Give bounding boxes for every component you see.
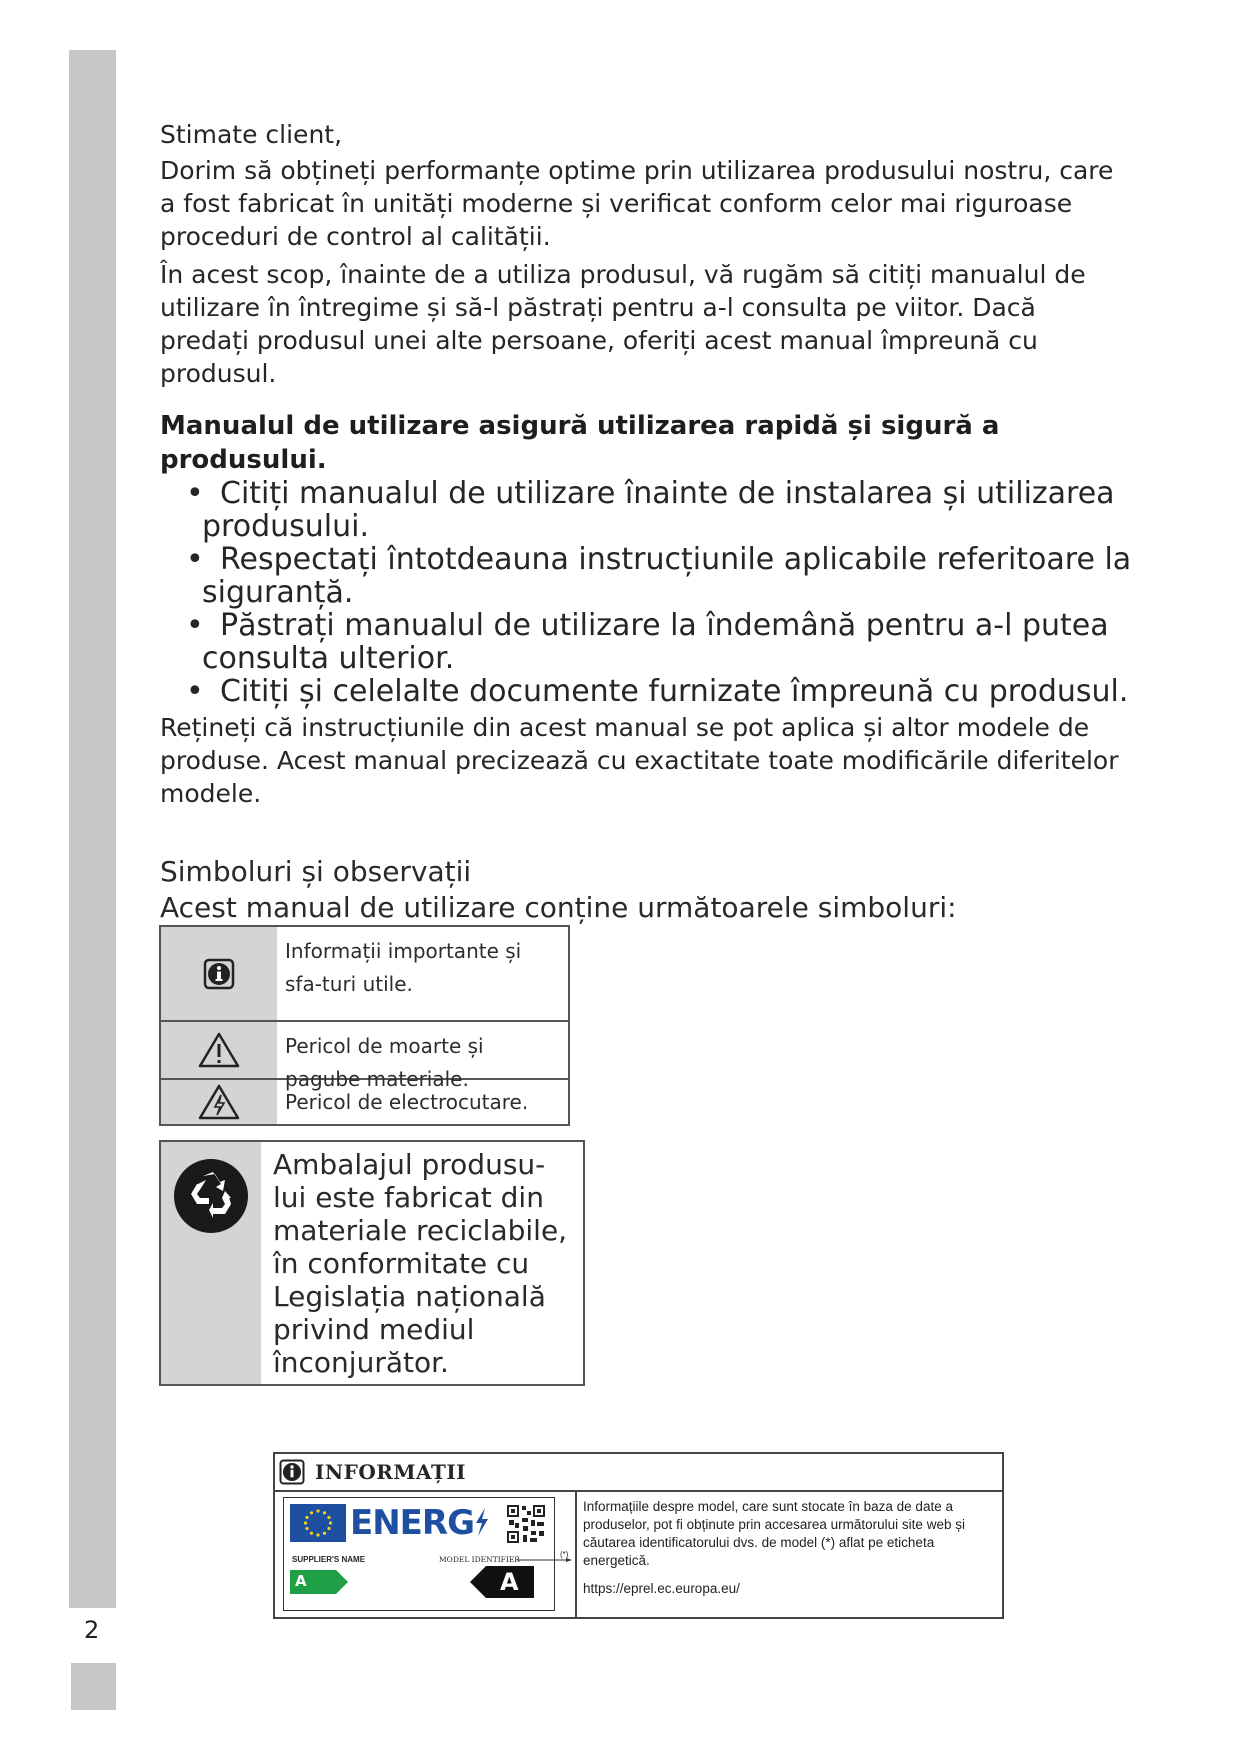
info-icon bbox=[279, 1459, 305, 1485]
greeting: Stimate client, bbox=[160, 120, 343, 149]
notice-title: Manualul de utilizare asigură utilizarea rapidă și sigură a produsului. bbox=[160, 411, 1000, 475]
symbols-lead: Acest manual de utilizare conține următoarele simboluri: bbox=[160, 891, 957, 924]
energy-label bbox=[283, 1497, 555, 1611]
notice-bullet-list bbox=[160, 477, 1140, 708]
energy-class-current-arrow: A bbox=[470, 1566, 534, 1598]
energy-class-scale-arrow: A bbox=[290, 1570, 350, 1594]
eu-flag-icon bbox=[290, 1504, 346, 1542]
notice-note: Rețineți că instrucțiunile din acest manual se pot aplica și altor modele de produse. Acest manual precizează cu exactitate toate modificările diferitelor modele. bbox=[160, 713, 1119, 808]
intro-paragraph-1: Dorim să obțineți performanțe optime prin utilizarea produsului nostru, care a fost fabricat în unități moderne și verificat conform celor mai riguroase proceduri de control al calității. bbox=[160, 156, 1114, 251]
page-number: 2 bbox=[84, 1616, 100, 1644]
table-row bbox=[161, 1022, 568, 1091]
symbols-table bbox=[159, 925, 570, 1126]
recycle-icon bbox=[161, 1142, 261, 1384]
notice-section bbox=[160, 409, 1140, 810]
intro-section bbox=[160, 118, 1130, 390]
table-row bbox=[161, 927, 568, 1022]
information-box bbox=[273, 1452, 1004, 1619]
information-header bbox=[275, 1454, 1002, 1492]
symbol-description: Pericol de electrocutare. bbox=[285, 1090, 529, 1114]
eprel-link[interactable]: https://eprel.ec.europa.eu/ bbox=[583, 1581, 740, 1596]
symbol-description: Pericol de moarte și pagube materiale. bbox=[285, 1034, 484, 1091]
list-item: • Citiți și celelalte documente furnizate împreună cu produsul. bbox=[160, 675, 1140, 708]
model-identifier-label: MODEL IDENTIFIER bbox=[439, 1555, 520, 1564]
electric-shock-icon bbox=[161, 1080, 277, 1124]
table-row bbox=[161, 1080, 568, 1124]
symbols-heading: Simboluri și observații bbox=[160, 855, 472, 888]
symbols-section bbox=[160, 854, 1140, 926]
intro-paragraph-2: În acest scop, înainte de a utiliza produsul, vă rugăm să citiți manualul de utilizare în întregime și să-l păstrați pentru a-l consulta pe viitor. Dacă predați produsul unei alte persoane, oferiți acest manual împreună cu produsul. bbox=[160, 260, 1086, 388]
information-text: Informațiile despre model, care sunt stocate în baza de date a produselor, pot fi obținute prin accesarea următorului site web și căutarea identificatorului dvs. de model (*) aflat pe eticheta energetică. bbox=[583, 1499, 965, 1568]
recycle-notice bbox=[159, 1140, 585, 1386]
recycle-text: Ambalajul produsu-lui este fabricat din materiale reciclabile, în conformitate cu Legislația națională privind mediul înconjurător. bbox=[273, 1148, 568, 1379]
side-margin-bar bbox=[69, 50, 116, 1608]
list-item: • Citiți manualul de utilizare înainte de instalarea și utilizarea produsului. bbox=[160, 477, 1140, 543]
information-title: INFORMAȚII bbox=[315, 1460, 467, 1484]
list-item: • Păstrați manualul de utilizare la îndemână pentru a-l putea consulta ulterior. bbox=[160, 609, 1140, 675]
information-text-cell bbox=[577, 1492, 1002, 1617]
symbol-description: Informații importante și sfa-turi utile. bbox=[285, 939, 522, 996]
energy-label-cell bbox=[275, 1492, 577, 1617]
energy-brand-text: ENERG bbox=[350, 1502, 490, 1544]
model-marker: (*) bbox=[560, 1550, 569, 1559]
warning-icon bbox=[161, 1022, 277, 1078]
supplier-name-label: SUPPLIER'S NAME bbox=[292, 1555, 366, 1564]
info-icon bbox=[161, 927, 277, 1020]
qr-code-icon bbox=[506, 1504, 546, 1544]
side-page-tab bbox=[71, 1663, 116, 1710]
list-item: • Respectați întotdeauna instrucțiunile aplicabile referitoare la siguranță. bbox=[160, 543, 1140, 609]
